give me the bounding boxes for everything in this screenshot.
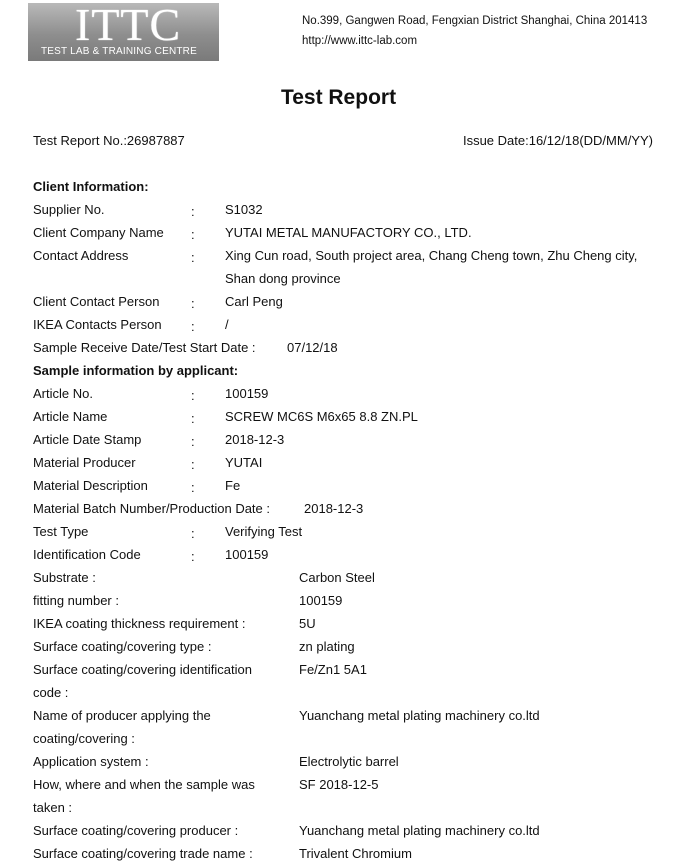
- article-name-label: Article Name: [33, 409, 108, 424]
- colon-separator: :: [191, 549, 195, 564]
- report-number: Test Report No.:26987887: [33, 133, 185, 148]
- producer-applying-label-line1: Name of producer applying the: [33, 708, 211, 723]
- logo-subtext: TEST LAB & TRAINING CENTRE: [41, 46, 197, 57]
- batch-number-value: 2018-12-3: [304, 501, 364, 516]
- material-description-value: Fe: [225, 478, 241, 493]
- sample-receive-label: Sample Receive Date/Test Start Date :: [33, 340, 256, 355]
- coating-type-value: zn plating: [299, 639, 355, 654]
- colon-separator: :: [191, 319, 195, 334]
- page-title: Test Report: [280, 86, 397, 109]
- article-date-label: Article Date Stamp: [33, 432, 142, 447]
- sample-info-heading: Sample information by applicant:: [33, 363, 239, 378]
- identification-code-label: Identification Code: [33, 547, 141, 562]
- material-description-label: Material Description: [33, 478, 148, 493]
- colon-separator: :: [191, 480, 195, 495]
- article-date-value: 2018-12-3: [225, 432, 285, 447]
- contact-address-value-line2: Shan dong province: [225, 271, 341, 286]
- colon-separator: :: [191, 457, 195, 472]
- batch-number-label: Material Batch Number/Production Date :: [33, 501, 270, 516]
- supplier-no-label: Supplier No.: [33, 202, 105, 217]
- company-logo: [28, 0, 219, 61]
- logo-mark: ITTC: [75, 0, 182, 50]
- application-system-label: Application system :: [33, 754, 149, 769]
- colon-separator: :: [191, 411, 195, 426]
- thickness-requirement-label: IKEA coating thickness requirement :: [33, 616, 246, 631]
- article-name-value: SCREW MC6S M6x65 8.8 ZN.PL: [225, 409, 418, 424]
- article-no-value: 100159: [225, 386, 269, 401]
- fitting-number-label: fitting number :: [33, 593, 119, 608]
- coating-identification-label-line1: Surface coating/covering identification: [33, 662, 252, 677]
- trade-name-value: Trivalent Chromium: [299, 846, 412, 861]
- colon-separator: :: [191, 250, 195, 265]
- material-producer-value: YUTAI: [225, 455, 263, 470]
- coating-identification-label-line2: code :: [33, 685, 69, 700]
- coating-producer-value: Yuanchang metal plating machinery co.ltd: [299, 823, 540, 838]
- issue-date: Issue Date:16/12/18(DD/MM/YY): [462, 133, 653, 148]
- contact-person-value: Carl Peng: [225, 294, 283, 309]
- sample-receive-value: 07/12/18: [287, 340, 338, 355]
- contact-address-value-line1: Xing Cun road, South project area, Chang Cheng town, Zhu Cheng city,: [225, 248, 638, 263]
- test-type-label: Test Type: [33, 524, 89, 539]
- colon-separator: :: [191, 526, 195, 541]
- sample-taken-label-line1: How, where and when the sample was: [33, 777, 255, 792]
- colon-separator: :: [191, 388, 195, 403]
- substrate-value: Carbon Steel: [299, 570, 375, 585]
- colon-separator: :: [191, 204, 195, 219]
- supplier-no-value: S1032: [225, 202, 263, 217]
- client-info-heading: Client Information:: [33, 179, 149, 194]
- substrate-label: Substrate :: [33, 570, 96, 585]
- trade-name-label: Surface coating/covering trade name :: [33, 846, 253, 861]
- identification-code-value: 100159: [225, 547, 269, 562]
- application-system-value: Electrolytic barrel: [299, 754, 399, 769]
- producer-applying-label-line2: coating/covering :: [33, 731, 135, 746]
- material-producer-label: Material Producer: [33, 455, 136, 470]
- article-no-label: Article No.: [33, 386, 93, 401]
- fitting-number-value: 100159: [299, 593, 343, 608]
- test-type-value: Verifying Test: [225, 524, 303, 539]
- coating-identification-value: Fe/Zn1 5A1: [299, 662, 367, 677]
- lab-address: No.399, Gangwen Road, Fengxian District Shanghai, China 201413: [302, 15, 648, 27]
- company-name-value: YUTAI METAL MANUFACTORY CO., LTD.: [225, 225, 472, 240]
- colon-separator: :: [191, 227, 195, 242]
- thickness-requirement-value: 5U: [299, 616, 316, 631]
- coating-type-label: Surface coating/covering type :: [33, 639, 212, 654]
- colon-separator: :: [191, 434, 195, 449]
- coating-producer-label: Surface coating/covering producer :: [33, 823, 239, 838]
- contact-person-label: Client Contact Person: [33, 294, 160, 309]
- ikea-contacts-label: IKEA Contacts Person: [33, 317, 162, 332]
- sample-taken-value: SF 2018-12-5: [299, 777, 379, 792]
- ikea-contacts-value: /: [225, 317, 229, 332]
- sample-taken-label-line2: taken :: [33, 800, 73, 815]
- producer-applying-value: Yuanchang metal plating machinery co.ltd: [299, 708, 540, 723]
- colon-separator: :: [191, 296, 195, 311]
- contact-address-label: Contact Address: [33, 248, 129, 263]
- company-name-label: Client Company Name: [33, 225, 164, 240]
- lab-website-link[interactable]: http://www.ittc-lab.com: [302, 35, 418, 47]
